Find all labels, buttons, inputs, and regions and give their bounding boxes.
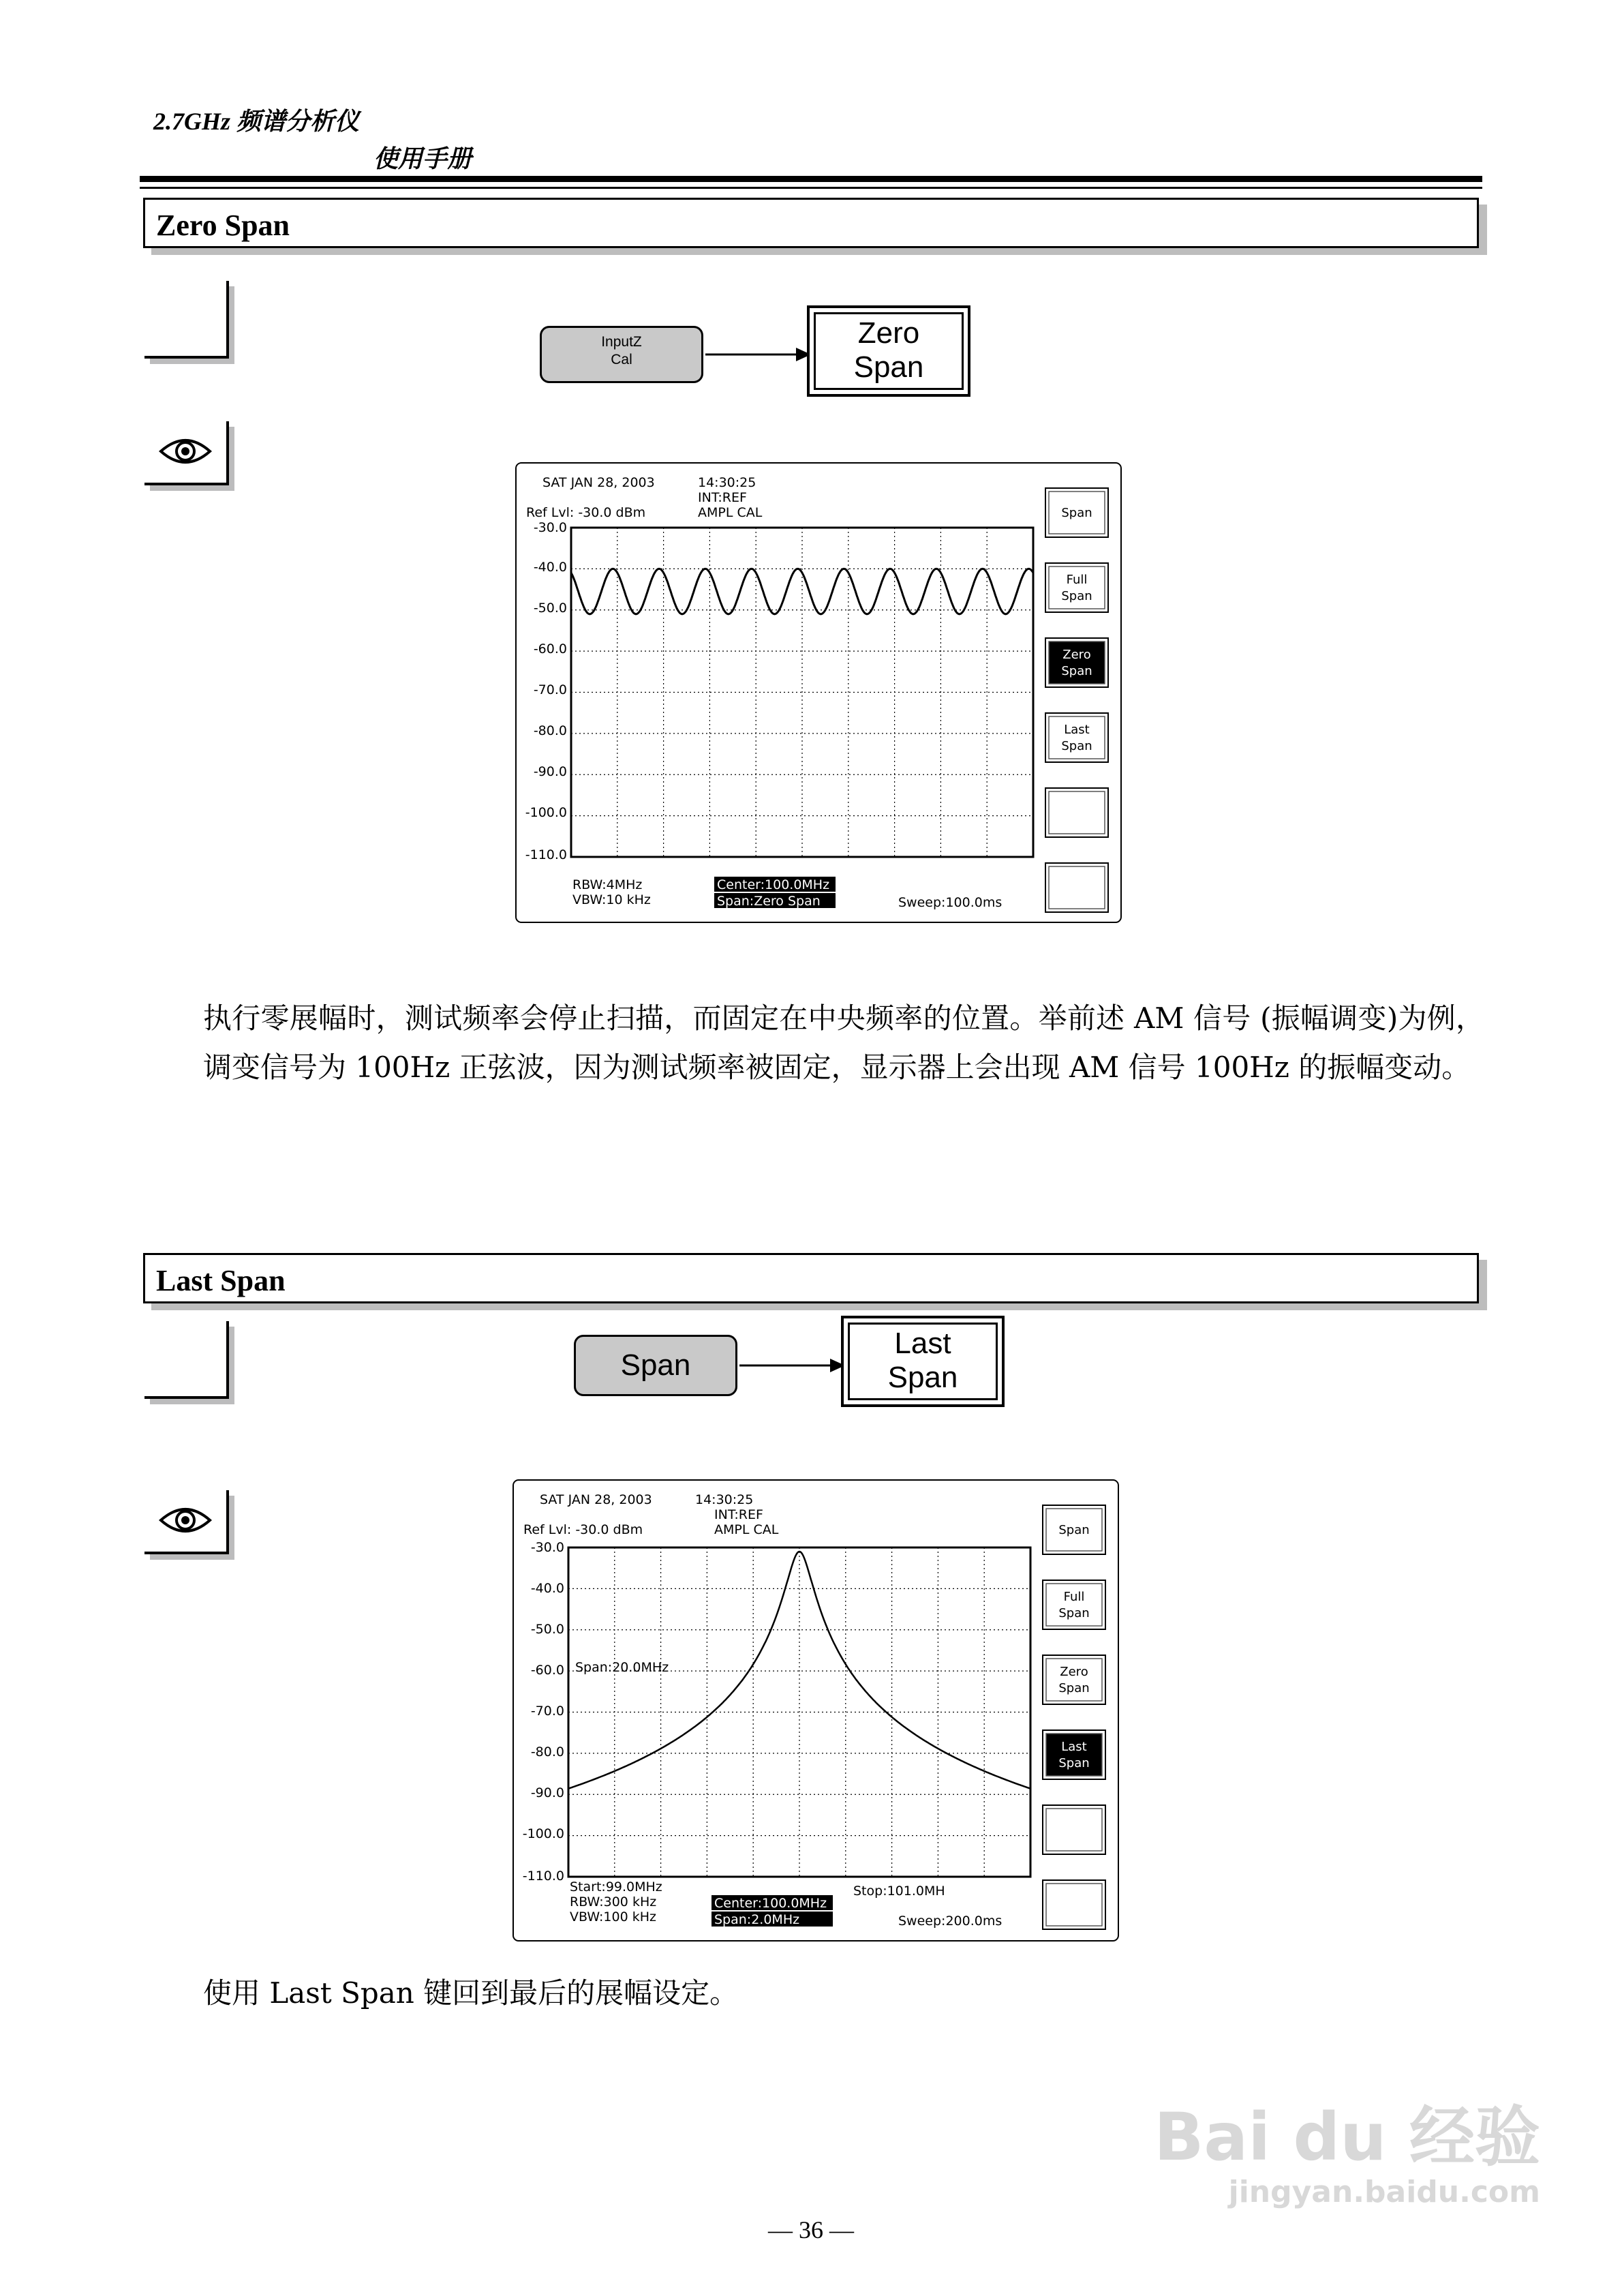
- screen-date: SAT JAN 28, 2003: [540, 1492, 652, 1507]
- screen-ref-level: Ref Lvl: -30.0 dBm: [526, 505, 646, 520]
- softkey-label: Zero: [1060, 1665, 1088, 1679]
- screen-vbw: VBW:10 kHz: [572, 892, 651, 907]
- span-key[interactable]: [574, 1335, 737, 1396]
- y-tick-label: -40.0: [533, 560, 567, 575]
- header-rule-thin: [140, 187, 1482, 189]
- y-tick-label: -50.0: [530, 1622, 564, 1637]
- softkey-label: Span: [1061, 664, 1092, 678]
- screen-ref-level: Ref Lvl: -30.0 dBm: [523, 1522, 643, 1537]
- key-label-line: Last: [894, 1327, 951, 1360]
- softkey-label: Zero: [1062, 648, 1091, 662]
- y-tick-label: -60.0: [533, 641, 567, 656]
- y-tick-label: -70.0: [533, 682, 567, 697]
- y-tick-label: -40.0: [530, 1581, 564, 1596]
- zero-span-screen: [515, 462, 1122, 923]
- y-tick-label: -30.0: [530, 1540, 564, 1555]
- softkey-blank[interactable]: [1043, 1805, 1105, 1854]
- screen-center: Center:100.0MHz: [714, 1896, 827, 1911]
- softkey-span[interactable]: [1045, 488, 1108, 537]
- header-subtitle: 使用手册: [373, 145, 472, 172]
- screen-sweep: Sweep:100.0ms: [898, 895, 1003, 910]
- screen-intref: INT:REF: [714, 1507, 763, 1522]
- eye-icon: [158, 1502, 213, 1538]
- softkey-blank[interactable]: [1045, 788, 1108, 837]
- softkey-label: Full: [1063, 1590, 1085, 1604]
- softkey-label: Span: [1061, 589, 1092, 603]
- y-tick-label: -100.0: [525, 805, 567, 820]
- softkey-label: Span: [1058, 1756, 1090, 1770]
- key-label-line: Span: [887, 1361, 958, 1394]
- eye-icon: [158, 434, 213, 469]
- softkey-span[interactable]: [1043, 1505, 1105, 1554]
- softkey-label: Span: [1058, 1606, 1090, 1620]
- y-tick-label: -80.0: [530, 1744, 564, 1759]
- display-step-icon: [144, 421, 229, 485]
- softkey-blank[interactable]: [1045, 863, 1108, 912]
- key-label-line: Span: [620, 1348, 691, 1382]
- watermark-url: jingyan.baidu.com: [1228, 2175, 1540, 2209]
- key-step-icon: [144, 281, 229, 359]
- screen-start: Start:99.0MHz: [570, 1879, 662, 1894]
- screen-date: SAT JAN 28, 2003: [542, 475, 655, 490]
- softkey-last-span[interactable]: [1045, 713, 1108, 762]
- softkey-full-span[interactable]: [1045, 563, 1108, 612]
- softkey-last-span[interactable]: [1043, 1730, 1105, 1779]
- key-label-line: Zero: [857, 316, 920, 350]
- softkey-label: Full: [1066, 573, 1088, 587]
- y-tick-label: -90.0: [530, 1785, 564, 1800]
- screen-stop: Stop:101.0MH: [853, 1884, 945, 1899]
- arrow-icon: [705, 342, 811, 367]
- section-heading-last-span: [143, 1253, 1479, 1303]
- screen-rbw: RBW:4MHz: [572, 877, 643, 892]
- display-step-icon: [144, 1490, 229, 1554]
- page-number: — 36 —: [768, 2216, 854, 2244]
- section-title: Last Span: [156, 1264, 286, 1297]
- softkey-zero-span[interactable]: [1045, 638, 1108, 687]
- y-tick-label: -80.0: [533, 723, 567, 738]
- screen-vbw: VBW:100 kHz: [570, 1909, 656, 1924]
- softkey-label: Last: [1064, 723, 1090, 737]
- baidu-watermark: [1154, 2100, 1540, 2209]
- screen-rbw: RBW:300 kHz: [570, 1894, 657, 1909]
- key-label-line: Span: [853, 350, 924, 384]
- inputz-cal-key[interactable]: [540, 326, 703, 383]
- watermark-brand: Bai du 经验: [1154, 2099, 1540, 2175]
- y-tick-label: -110.0: [522, 1869, 564, 1884]
- last-span-description: 使用 Last Span 键回到最后的展幅设定。: [203, 1976, 739, 2010]
- screen-ampl: AMPL CAL: [714, 1522, 779, 1537]
- key-label-line: Cal: [611, 352, 632, 367]
- screen-time: 14:30:25: [698, 475, 756, 490]
- screen-time: 14:30:25: [695, 1492, 754, 1507]
- span-annotation: Span:20.0MHz: [575, 1660, 669, 1675]
- section-heading-zero-span: [143, 198, 1479, 248]
- zero-span-key[interactable]: [807, 305, 970, 397]
- screen-span: Span:Zero Span: [717, 894, 821, 909]
- softkey-blank[interactable]: [1043, 1880, 1105, 1929]
- softkey-label: Span: [1061, 739, 1092, 753]
- key-step-icon: [144, 1321, 229, 1399]
- softkey-label: Span: [1058, 1523, 1090, 1537]
- zero-span-description: 执行零展幅时，测试频率会停止扫描，而固定在中央频率的位置。举前述 AM 信号 (振幅调变)为例，调变信号为 100Hz 正弦波，因为测试频率被固定，显示器上会出现 AM 信号 100Hz 的振幅变动。: [203, 1001, 1484, 1084]
- softkey-zero-span[interactable]: [1043, 1655, 1105, 1704]
- screen-ampl: AMPL CAL: [698, 505, 763, 520]
- arrow-icon: [739, 1353, 845, 1378]
- last-span-screen: [512, 1479, 1119, 1942]
- screen-center: Center:100.0MHz: [717, 877, 830, 892]
- screen-intref: INT:REF: [698, 490, 747, 505]
- y-tick-label: -60.0: [530, 1663, 564, 1678]
- softkey-label: Last: [1061, 1740, 1087, 1754]
- y-tick-label: -110.0: [525, 847, 567, 862]
- last-span-key[interactable]: [841, 1316, 1005, 1407]
- y-tick-label: -30.0: [533, 520, 567, 535]
- y-tick-label: -90.0: [533, 764, 567, 779]
- y-tick-label: -100.0: [522, 1826, 564, 1841]
- screen-sweep: Sweep:200.0ms: [898, 1914, 1003, 1929]
- header-rule-thick: [140, 176, 1482, 182]
- softkey-label: Span: [1061, 506, 1092, 520]
- section-title: Zero Span: [156, 209, 290, 242]
- softkey-full-span[interactable]: [1043, 1580, 1105, 1629]
- softkey-label: Span: [1058, 1681, 1090, 1695]
- key-label-line: InputZ: [601, 334, 642, 350]
- screen-span: Span:2.0MHz: [714, 1912, 800, 1927]
- y-tick-label: -50.0: [533, 601, 567, 616]
- y-tick-label: -70.0: [530, 1704, 564, 1719]
- header-title: 2.7GHz 频谱分析仪: [153, 108, 360, 135]
